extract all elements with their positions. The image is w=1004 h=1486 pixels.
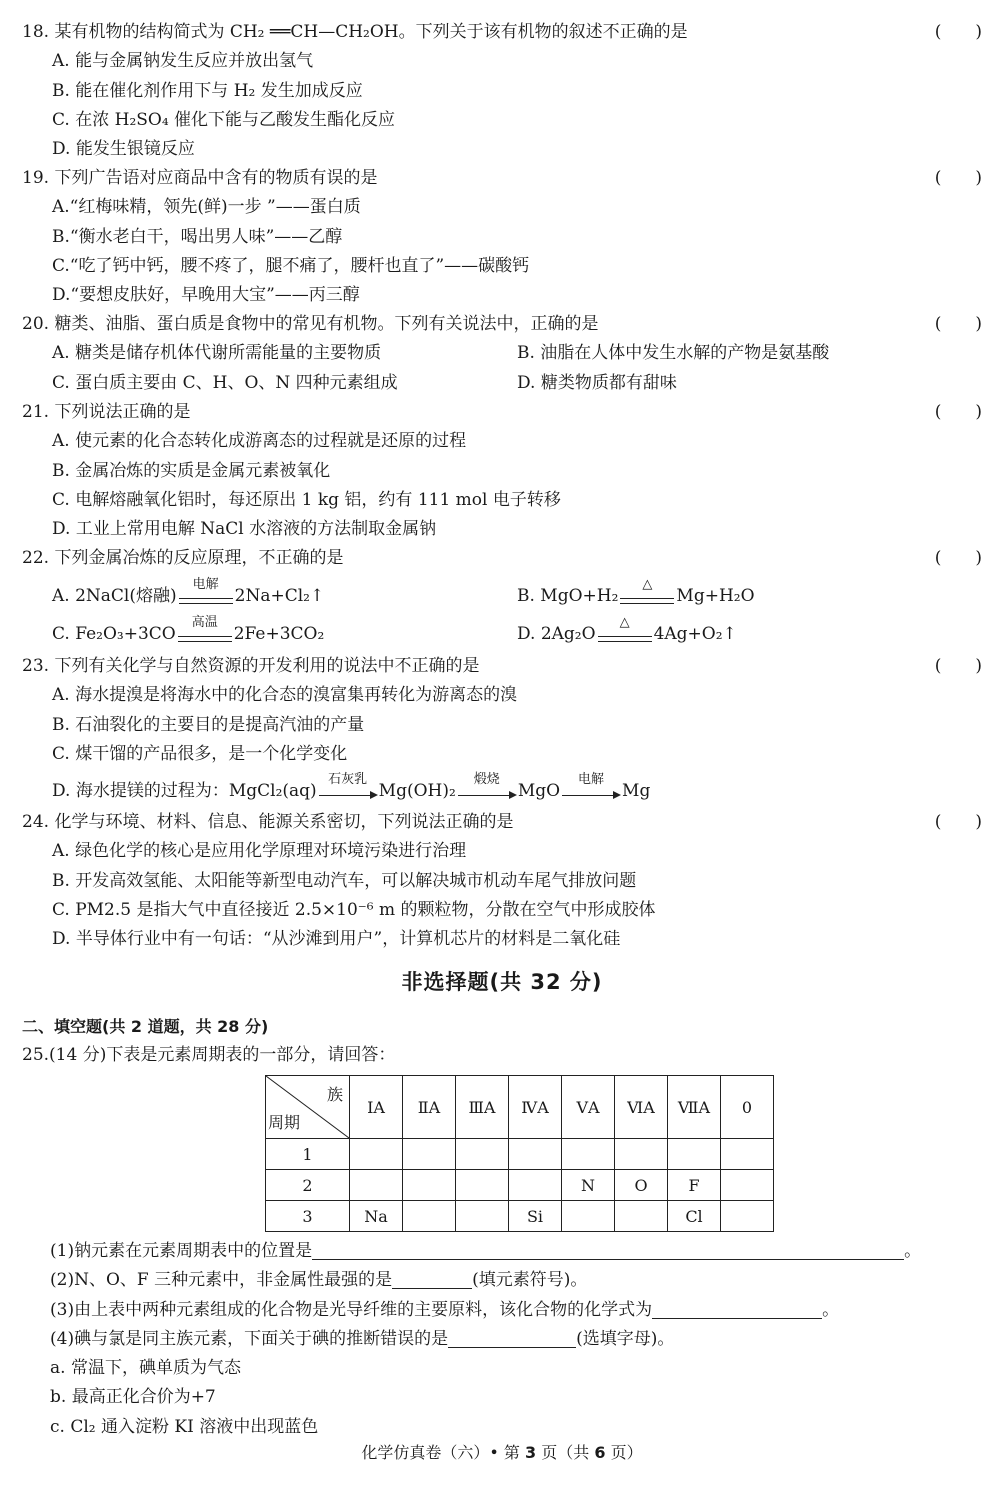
table-cell xyxy=(403,1139,456,1170)
q18-option-b: B. 能在催化剂作用下与 H₂ 发生加成反应 xyxy=(52,80,363,101)
q21-option-c: C. 电解熔融氧化铝时，每还原出 1 kg 铝，约有 111 mol 电子转移 xyxy=(52,489,561,510)
q25-s4-text: (4)碘与氯是同主族元素，下面关于碘的推断错误的是 xyxy=(50,1328,449,1349)
q21-stem: 21. 下列说法正确的是 xyxy=(22,402,191,422)
group-header: ⅤA xyxy=(562,1076,615,1139)
q25-s4-post: (选填字母)。 xyxy=(576,1328,675,1349)
table-header-row xyxy=(266,1076,774,1139)
q25-stem: 25.(14 分)下表是元素周期表的一部分，请回答： xyxy=(22,1045,396,1065)
process-arrow xyxy=(456,772,518,806)
footer-total-pages: 6 xyxy=(594,1443,606,1462)
footer-mid: 页（共 xyxy=(541,1443,590,1462)
q22-d-products: 4Ag+O₂↑ xyxy=(653,624,737,645)
q25-s2-text: (2)N、O、F 三种元素中，非金属性最强的是 xyxy=(50,1270,393,1291)
q22-b-reactants: B. MgO+H₂ xyxy=(517,586,619,607)
reaction-condition: 高温 xyxy=(191,615,218,631)
q24-option-a: A. 绿色化学的核心是应用化学原理对环境污染进行治理 xyxy=(52,841,467,862)
reaction-condition: △ xyxy=(619,615,630,631)
question-21 xyxy=(22,398,982,544)
q25-s3-text: (3)由上表中两种元素组成的化合物是光导纤维的主要原料，该化合物的化学式为 xyxy=(50,1299,653,1320)
table-cell xyxy=(350,1139,403,1170)
table-cell xyxy=(721,1201,774,1232)
table-cell: Si xyxy=(509,1201,562,1232)
q23-d-product-1: Mg(OH)₂ xyxy=(378,781,456,802)
table-cell xyxy=(509,1170,562,1201)
q23-stem: 23. 下列有关化学与自然资源的开发利用的说法中不正确的是 xyxy=(22,656,480,676)
arrow-shaft xyxy=(319,795,373,796)
group-header: 0 xyxy=(721,1076,774,1139)
answer-paren[interactable]: ( ) xyxy=(934,402,982,422)
q19-stem: 19. 下列广告语对应商品中含有的物质有误的是 xyxy=(22,168,378,188)
answer-blank[interactable] xyxy=(392,1268,472,1289)
period-label: 3 xyxy=(266,1201,350,1232)
table-cell: N xyxy=(562,1170,615,1201)
footer-suffix: 页） xyxy=(610,1443,643,1462)
q20-option-d: D. 糖类物质都有甜味 xyxy=(517,372,677,393)
arrow-head-icon xyxy=(613,791,621,799)
q20-option-c: C. 蛋白质主要由 C、H、O、N 四种元素组成 xyxy=(52,372,398,393)
q24-option-b: B. 开发高效氢能、太阳能等新型电动汽车，可以解决城市机动车尾气排放问题 xyxy=(52,870,637,891)
footer-prefix: 化学仿真卷（六）• 第 xyxy=(361,1443,520,1462)
table-cell xyxy=(721,1170,774,1201)
group-header: ⅥA xyxy=(615,1076,668,1139)
table-row xyxy=(266,1201,774,1232)
q20-stem: 20. 糖类、油脂、蛋白质是食物中的常见有机物。下列有关说法中，正确的是 xyxy=(22,314,599,334)
q22-a-reactants: A. 2NaCl(熔融) xyxy=(52,586,177,607)
arrow-condition: 电解 xyxy=(578,772,605,788)
process-arrow xyxy=(560,772,622,806)
double-bar xyxy=(178,636,232,642)
group-header: ⅡA xyxy=(403,1076,456,1139)
answer-paren[interactable]: ( ) xyxy=(934,656,982,676)
q19-option-c: C.“吃了钙中钙，腰不疼了，腿不痛了，腰杆也直了”——碳酸钙 xyxy=(52,255,530,276)
table-cell xyxy=(456,1170,509,1201)
group-header: ⅣA xyxy=(509,1076,562,1139)
table-cell xyxy=(403,1201,456,1232)
q24-option-d: D. 半导体行业中有一句话：“从沙滩到用户”，计算机芯片的材料是二氧化硅 xyxy=(52,929,621,950)
q22-b-products: Mg+H₂O xyxy=(676,586,755,607)
q25-s3-end: 。 xyxy=(822,1299,840,1320)
q18-option-d: D. 能发生银镜反应 xyxy=(52,139,195,160)
q25-s4-option-c: c. Cl₂ 通入淀粉 KI 溶液中出现蓝色 xyxy=(50,1416,319,1437)
reaction-equals-sign xyxy=(596,615,654,649)
q23-option-d xyxy=(22,773,982,809)
question-23 xyxy=(22,652,982,809)
q22-c-reactants: C. Fe₂O₃+3CO xyxy=(52,624,176,645)
question-22 xyxy=(22,544,982,653)
table-cell xyxy=(615,1201,668,1232)
process-arrow xyxy=(317,772,379,806)
table-cell xyxy=(562,1139,615,1170)
group-header: ⅢA xyxy=(456,1076,509,1139)
table-cell: Cl xyxy=(668,1201,721,1232)
q25-subquestions xyxy=(22,1237,982,1442)
part-title: 二、填空题(共 2 道题，共 28 分) xyxy=(22,1017,269,1036)
corner-group-label: 族 xyxy=(326,1085,343,1104)
table-cell xyxy=(668,1139,721,1170)
q23-d-product-3: Mg xyxy=(622,781,651,802)
answer-blank[interactable] xyxy=(652,1298,822,1319)
double-bar xyxy=(598,636,652,642)
table-cell xyxy=(350,1170,403,1201)
q22-d-reactants: D. 2Ag₂O xyxy=(517,624,596,645)
arrow-condition: 石灰乳 xyxy=(328,772,368,788)
q18-option-a: A. 能与金属钠发生反应并放出氢气 xyxy=(52,51,314,72)
question-24 xyxy=(22,808,982,954)
q25-s4-option-a: a. 常温下，碘单质为气态 xyxy=(50,1358,241,1379)
table-cell xyxy=(456,1201,509,1232)
page-footer xyxy=(0,1440,1004,1463)
table-cell xyxy=(403,1170,456,1201)
arrow-shaft xyxy=(458,795,512,796)
section-title: 非选择题(共 32 分) xyxy=(401,970,603,994)
q18-stem: 18. 某有机物的结构简式为 CH₂ ══CH—CH₂OH。下列关于该有机物的叙述不正确的是 xyxy=(22,22,688,42)
footer-page-number: 3 xyxy=(525,1443,537,1462)
q25-s1-text: (1)钠元素在元素周期表中的位置是 xyxy=(50,1241,313,1261)
q19-option-d: D.“要想皮肤好，早晚用大宝”——丙三醇 xyxy=(52,285,360,306)
reaction-equals-sign xyxy=(618,577,676,611)
reaction-equals-sign xyxy=(176,615,234,649)
answer-blank[interactable] xyxy=(448,1327,576,1348)
table-cell: F xyxy=(668,1170,721,1201)
reaction-condition: 电解 xyxy=(192,577,219,593)
q22-option-c xyxy=(52,615,517,653)
answer-paren[interactable]: ( ) xyxy=(934,168,982,188)
table-cell xyxy=(721,1139,774,1170)
table-cell: Na xyxy=(350,1201,403,1232)
table-row xyxy=(266,1170,774,1201)
question-25 xyxy=(22,1041,982,1070)
double-bar xyxy=(179,598,233,604)
table-cell xyxy=(509,1139,562,1170)
q21-option-a: A. 使元素的化合态转化成游离态的过程就是还原的过程 xyxy=(52,431,467,452)
q22-stem: 22. 下列金属冶炼的反应原理，不正确的是 xyxy=(22,548,344,568)
q23-option-b: B. 石油裂化的主要目的是提高汽油的产量 xyxy=(52,714,365,735)
q23-d-product-2: MgO xyxy=(517,781,561,802)
q23-option-c: C. 煤干馏的产品很多，是一个化学变化 xyxy=(52,743,348,764)
reaction-equals-sign xyxy=(177,577,235,611)
periodic-table xyxy=(265,1075,774,1232)
q22-option-d xyxy=(517,615,982,653)
q24-option-c: C. PM2.5 是指大气中直径接近 2.5×10⁻⁶ m 的颗粒物，分散在空气中形成胶体 xyxy=(52,899,656,920)
answer-blank[interactable] xyxy=(312,1239,904,1260)
answer-paren[interactable]: ( ) xyxy=(934,314,982,334)
q20-option-a: A. 糖类是储存机体代谢所需能量的主要物质 xyxy=(52,343,382,364)
question-19 xyxy=(22,164,982,310)
q19-option-a: A.“红梅味精，领先(鲜)一步 ”——蛋白质 xyxy=(52,197,361,218)
answer-paren[interactable]: ( ) xyxy=(934,812,982,832)
q22-a-products: 2Na+Cl₂↑ xyxy=(234,586,325,607)
answer-paren[interactable]: ( ) xyxy=(934,22,982,42)
q25-s1-end: 。 xyxy=(904,1241,922,1261)
q23-d-text: D. 海水提镁的过程为：MgCl₂(aq) xyxy=(52,781,317,802)
table-corner-cell xyxy=(266,1076,350,1139)
group-header: ⅦA xyxy=(668,1076,721,1139)
corner-period-label: 周期 xyxy=(268,1113,301,1132)
q22-option-b xyxy=(517,577,982,615)
arrow-head-icon xyxy=(509,791,517,799)
q19-option-b: B.“衡水老白干，喝出男人味”——乙醇 xyxy=(52,226,343,247)
q25-s2-post: (填元素符号)。 xyxy=(472,1270,588,1291)
table-cell: O xyxy=(615,1170,668,1201)
q21-option-b: B. 金属冶炼的实质是金属元素被氧化 xyxy=(52,460,331,481)
arrow-condition: 煅烧 xyxy=(473,772,500,788)
table-row xyxy=(266,1139,774,1170)
q18-option-c: C. 在浓 H₂SO₄ 催化下能与乙酸发生酯化反应 xyxy=(52,109,396,130)
reaction-condition: △ xyxy=(642,577,653,593)
period-label: 1 xyxy=(266,1139,350,1170)
answer-paren[interactable]: ( ) xyxy=(934,548,982,568)
group-header: ⅠA xyxy=(350,1076,403,1139)
q23-option-a: A. 海水提溴是将海水中的化合态的溴富集再转化为游离态的溴 xyxy=(52,685,518,706)
period-label: 2 xyxy=(266,1170,350,1201)
table-cell xyxy=(456,1139,509,1170)
table-cell xyxy=(615,1139,668,1170)
q21-option-d: D. 工业上常用电解 NaCl 水溶液的方法制取金属钠 xyxy=(52,519,437,540)
q24-stem: 24. 化学与环境、材料、信息、能源关系密切，下列说法正确的是 xyxy=(22,812,514,832)
question-18 xyxy=(22,18,982,164)
double-bar xyxy=(620,598,674,604)
question-20 xyxy=(22,310,982,398)
q20-option-b: B. 油脂在人体中发生水解的产物是氨基酸 xyxy=(517,343,830,364)
arrow-head-icon xyxy=(370,791,378,799)
q25-s4-option-b: b. 最高正化合价为+7 xyxy=(50,1387,216,1408)
q22-c-products: 2Fe+3CO₂ xyxy=(233,624,325,645)
arrow-shaft xyxy=(562,795,616,796)
q22-option-a xyxy=(52,577,517,615)
table-cell xyxy=(562,1201,615,1232)
